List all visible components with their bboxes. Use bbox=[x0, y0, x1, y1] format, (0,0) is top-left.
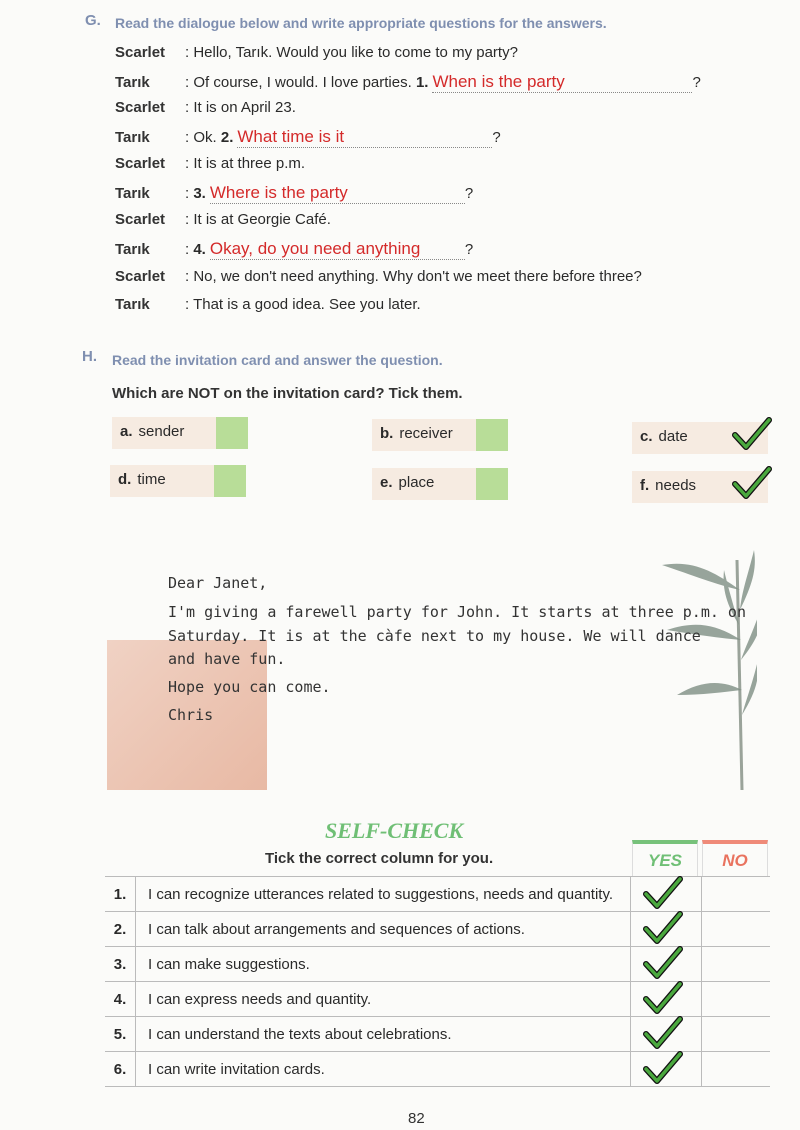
checkmark-icon bbox=[643, 980, 683, 1020]
speaker-colon: : bbox=[185, 99, 194, 116]
dialogue-line bbox=[115, 183, 473, 204]
row-statement: I can understand the texts about celebrations. bbox=[136, 1017, 631, 1052]
answer-text[interactable]: Okay, do you need anything bbox=[210, 239, 465, 260]
dialogue-text: Of course, I would. I love parties. bbox=[193, 74, 412, 91]
dialogue-text: That is a good idea. See you later. bbox=[193, 296, 421, 313]
dialogue-text: Hello, Tarık. Would you like to come to my party? bbox=[193, 44, 518, 61]
row-statement: I can make suggestions. bbox=[136, 947, 631, 982]
answer-text[interactable]: When is the party bbox=[432, 72, 692, 93]
self-check-row bbox=[105, 912, 770, 947]
tick-box[interactable] bbox=[736, 471, 768, 503]
row-statement: I can write invitation cards. bbox=[136, 1052, 631, 1087]
dialogue-line bbox=[115, 44, 518, 61]
no-cell[interactable] bbox=[702, 912, 771, 947]
speaker-colon: : bbox=[185, 211, 194, 228]
speaker-colon: : bbox=[185, 268, 194, 285]
no-cell[interactable] bbox=[702, 877, 771, 912]
blank-number: 1. bbox=[415, 74, 429, 91]
dialogue-text: Ok. bbox=[193, 129, 217, 146]
speaker-colon: : bbox=[185, 44, 194, 61]
checkmark-icon bbox=[643, 1015, 683, 1055]
speaker-name: Scarlet bbox=[115, 268, 166, 285]
speaker-name: Scarlet bbox=[115, 99, 166, 116]
dialogue-line bbox=[115, 99, 296, 116]
section-h-question: Which are NOT on the invitation card? Tick them. bbox=[112, 385, 463, 402]
dialogue-line bbox=[115, 268, 642, 285]
dialogue-text: No, we don't need anything. Why don't we meet there before three? bbox=[193, 268, 642, 285]
option-label: sender bbox=[138, 423, 185, 440]
section-h-instruction: Read the invitation card and answer the question. bbox=[112, 352, 443, 368]
yes-cell[interactable] bbox=[631, 1017, 702, 1052]
bamboo-illustration bbox=[642, 530, 757, 790]
page-number: 82 bbox=[408, 1110, 425, 1127]
yes-column-header: YES bbox=[632, 840, 698, 876]
no-cell[interactable] bbox=[702, 982, 771, 1017]
checkmark-icon bbox=[732, 465, 772, 505]
dialogue-line bbox=[115, 127, 501, 148]
self-check-subtitle: Tick the correct column for you. bbox=[265, 850, 494, 867]
speaker-name: Scarlet bbox=[115, 44, 166, 61]
section-h-letter: H. bbox=[82, 348, 97, 365]
invitation-line: and have fun. bbox=[168, 650, 286, 668]
tick-box[interactable] bbox=[476, 468, 508, 500]
question-mark: ? bbox=[464, 185, 474, 202]
row-number: 1. bbox=[105, 877, 136, 912]
tick-box[interactable] bbox=[216, 417, 248, 449]
answer-text[interactable]: What time is it bbox=[237, 127, 492, 148]
question-mark: ? bbox=[492, 129, 501, 146]
dialogue-line bbox=[115, 211, 331, 228]
option-letter: a. bbox=[120, 423, 133, 440]
dialogue-line bbox=[115, 72, 701, 93]
speaker-name: Tarık bbox=[115, 185, 150, 202]
option-time[interactable] bbox=[110, 465, 246, 497]
blank-number: 4. bbox=[193, 241, 206, 258]
speaker-name: Tarık bbox=[115, 129, 150, 146]
self-check-row bbox=[105, 982, 770, 1017]
blank-number: 3. bbox=[193, 185, 206, 202]
speaker-colon: : bbox=[185, 241, 194, 258]
option-label: needs bbox=[655, 477, 697, 494]
checkmark-icon bbox=[732, 416, 772, 456]
option-letter: e. bbox=[380, 474, 393, 491]
blank-number: 2. bbox=[220, 129, 234, 146]
tick-box[interactable] bbox=[214, 465, 246, 497]
option-label: date bbox=[658, 428, 688, 445]
question-mark: ? bbox=[464, 241, 474, 258]
speaker-name: Tarık bbox=[115, 74, 150, 91]
self-check-row bbox=[105, 877, 770, 912]
dialogue-text: It is at Georgie Café. bbox=[193, 211, 331, 228]
section-g-instruction: Read the dialogue below and write appropriate questions for the answers. bbox=[115, 15, 607, 31]
speaker-colon: : bbox=[185, 129, 194, 146]
no-cell[interactable] bbox=[702, 947, 771, 982]
invitation-line: I'm giving a farewell party for John. It starts at three p.m. on bbox=[168, 603, 746, 621]
yes-cell[interactable] bbox=[631, 1052, 702, 1087]
option-sender[interactable] bbox=[112, 417, 248, 449]
row-statement: I can recognize utterances related to suggestions, needs and quantity. bbox=[136, 877, 631, 912]
checkmark-icon bbox=[643, 910, 683, 950]
row-number: 6. bbox=[105, 1052, 136, 1087]
row-number: 4. bbox=[105, 982, 136, 1017]
speaker-name: Scarlet bbox=[115, 155, 166, 172]
self-check-row bbox=[105, 947, 770, 982]
invitation-closing: Hope you can come. bbox=[168, 678, 331, 696]
row-statement: I can express needs and quantity. bbox=[136, 982, 631, 1017]
row-number: 5. bbox=[105, 1017, 136, 1052]
speaker-colon: : bbox=[185, 74, 194, 91]
speaker-colon: : bbox=[185, 296, 194, 313]
speaker-colon: : bbox=[185, 155, 194, 172]
dialogue-line bbox=[115, 296, 421, 313]
self-check-title: SELF-CHECK bbox=[325, 818, 464, 843]
option-letter: d. bbox=[118, 471, 132, 488]
option-needs[interactable] bbox=[632, 471, 768, 503]
speaker-name: Scarlet bbox=[115, 211, 166, 228]
dialogue-line bbox=[115, 155, 305, 172]
invitation-card bbox=[107, 560, 747, 790]
dialogue-line bbox=[115, 239, 473, 260]
speaker-colon: : bbox=[185, 185, 194, 202]
dialogue-text: It is at three p.m. bbox=[193, 155, 306, 172]
row-number: 2. bbox=[105, 912, 136, 947]
tick-box[interactable] bbox=[476, 419, 508, 451]
option-label: time bbox=[137, 471, 166, 488]
no-cell[interactable] bbox=[702, 1017, 771, 1052]
speaker-name: Tarık bbox=[115, 241, 150, 258]
no-cell[interactable] bbox=[702, 1052, 771, 1087]
invitation-line: Saturday. It is at the càfe next to my house. We will dance bbox=[168, 627, 701, 645]
option-receiver[interactable] bbox=[372, 419, 508, 451]
self-check-row bbox=[105, 1017, 770, 1052]
self-check-table bbox=[105, 876, 770, 1087]
tick-box[interactable] bbox=[736, 422, 768, 454]
row-number: 3. bbox=[105, 947, 136, 982]
answer-text[interactable]: Where is the party bbox=[210, 183, 465, 204]
section-g-letter: G. bbox=[85, 12, 101, 29]
row-statement: I can talk about arrangements and sequences of actions. bbox=[136, 912, 631, 947]
no-column-header: NO bbox=[702, 840, 768, 876]
yes-cell[interactable] bbox=[631, 982, 702, 1017]
option-label: receiver bbox=[399, 425, 453, 442]
checkmark-icon bbox=[643, 875, 683, 915]
option-letter: f. bbox=[640, 477, 650, 494]
yes-cell[interactable] bbox=[631, 912, 702, 947]
speaker-name: Tarık bbox=[115, 296, 150, 313]
yes-cell[interactable] bbox=[631, 877, 702, 912]
invitation-greeting: Dear Janet, bbox=[168, 574, 268, 592]
option-letter: b. bbox=[380, 425, 394, 442]
checkmark-icon bbox=[643, 945, 683, 985]
self-check-row bbox=[105, 1052, 770, 1087]
dialogue-text: It is on April 23. bbox=[193, 99, 296, 116]
option-letter: c. bbox=[640, 428, 653, 445]
invitation-signature: Chris bbox=[168, 706, 214, 724]
option-place[interactable] bbox=[372, 468, 508, 500]
option-label: place bbox=[398, 474, 435, 491]
option-date[interactable] bbox=[632, 422, 768, 454]
yes-cell[interactable] bbox=[631, 947, 702, 982]
question-mark: ? bbox=[692, 74, 701, 91]
checkmark-icon bbox=[643, 1050, 683, 1090]
